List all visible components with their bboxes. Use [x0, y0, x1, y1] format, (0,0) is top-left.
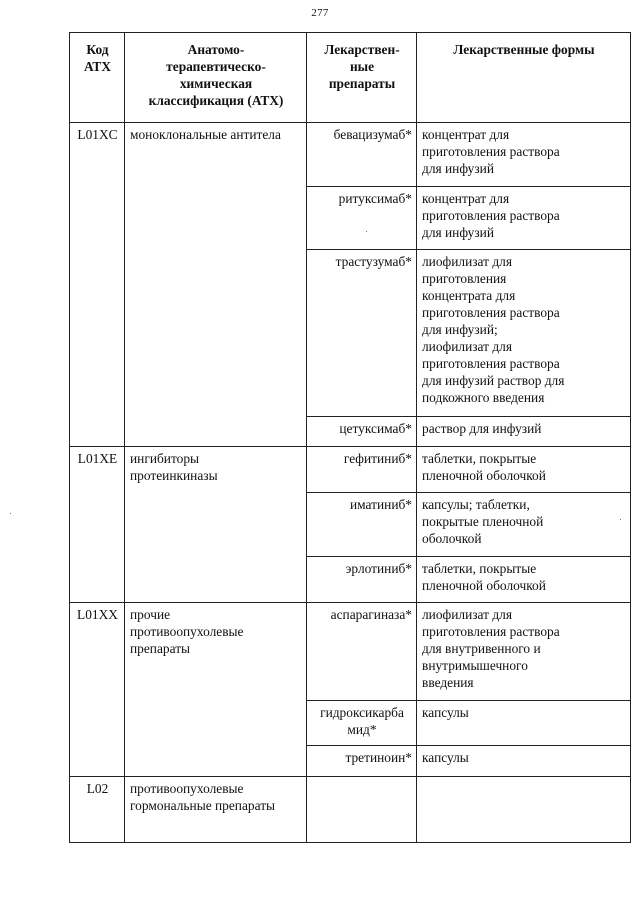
form-cell: капсулы [417, 701, 631, 746]
drug-cell: иматиниб* [307, 493, 417, 557]
form-cell: таблетки, покрытые пленочной оболочкой [417, 447, 631, 493]
form-cell: лиофилизат для приготовления концентрата для приготовления раствора для инфузий; лиофилизат для приготовления раствора для инфузий раствор для подкожного введения [417, 250, 631, 417]
drug-cell: цетуксимаб* [307, 417, 417, 447]
scan-speck [620, 519, 621, 520]
header-drugs: Лекарствен- ные препараты [307, 33, 417, 123]
page-number: 277 [311, 7, 329, 19]
atx-code-cell: L01XC [70, 123, 125, 447]
form-cell: капсулы [417, 746, 631, 777]
atx-code-cell: L01XE [70, 447, 125, 603]
drug-cell: гефитиниб* [307, 447, 417, 493]
atx-class-cell: прочие противоопухолевые препараты [125, 603, 307, 777]
atx-table [69, 32, 631, 843]
table-row [70, 603, 631, 701]
drug-cell: бевацизумаб* [307, 123, 417, 187]
form-cell: капсулы; таблетки, покрытые пленочной оболочкой [417, 493, 631, 557]
atx-class-cell: противоопухолевые гормональные препараты [125, 777, 307, 843]
drug-cell: ритуксимаб* [307, 187, 417, 250]
form-cell: раствор для инфузий [417, 417, 631, 447]
form-cell [417, 777, 631, 843]
header-classification: Анатомо- терапевтическо- химическая классификация (АТХ) [125, 33, 307, 123]
scan-speck [10, 513, 11, 514]
header-code: Код АТХ [70, 33, 125, 123]
atx-code-cell: L01XX [70, 603, 125, 777]
header-forms: Лекарственные формы [417, 33, 631, 123]
drug-cell: трастузумаб* [307, 250, 417, 417]
atx-class-cell: ингибиторы протеинкиназы [125, 447, 307, 603]
form-cell: лиофилизат для приготовления раствора для внутривенного и внутримышечного введения [417, 603, 631, 701]
atx-code-cell: L02 [70, 777, 125, 843]
drug-cell: эрлотиниб* [307, 557, 417, 603]
drug-cell: третиноин* [307, 746, 417, 777]
table-row [70, 777, 631, 843]
table-row [70, 447, 631, 493]
drug-cell: аспарагиназа* [307, 603, 417, 701]
scan-speck [366, 231, 367, 232]
drug-cell: гидроксикарба мид* [307, 701, 417, 746]
atx-class-cell: моноклональные антитела [125, 123, 307, 447]
form-cell: таблетки, покрытые пленочной оболочкой [417, 557, 631, 603]
form-cell: концентрат для приготовления раствора для инфузий [417, 187, 631, 250]
table-header-row [70, 33, 631, 123]
form-cell: концентрат для приготовления раствора для инфузий [417, 123, 631, 187]
drug-cell [307, 777, 417, 843]
table-row [70, 123, 631, 187]
